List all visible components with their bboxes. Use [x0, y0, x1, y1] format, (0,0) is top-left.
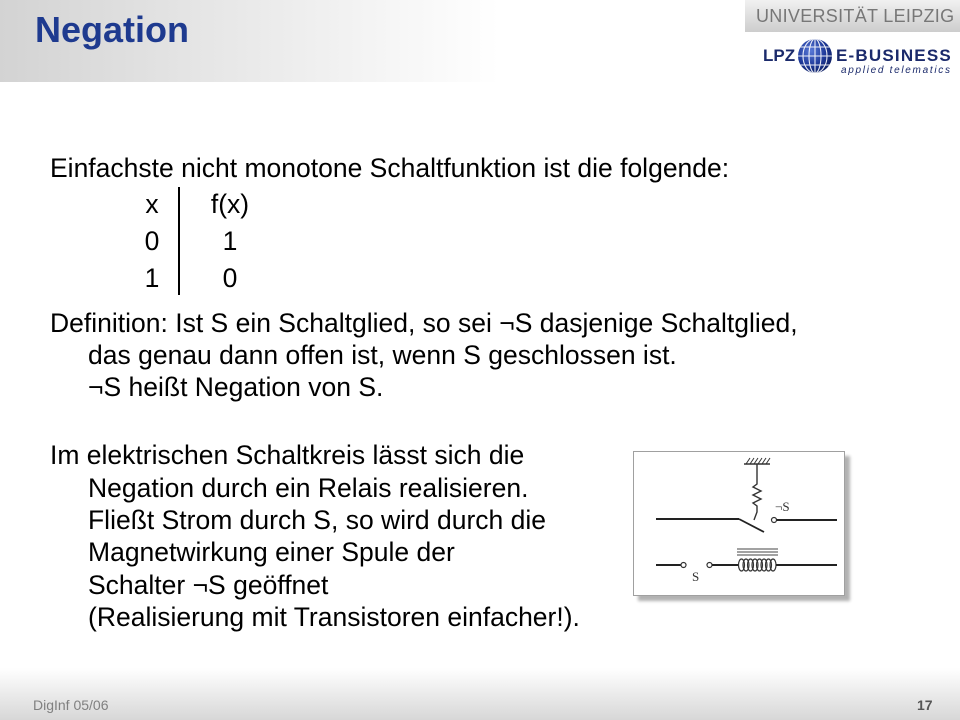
- relay-line: Fließt Strom durch S, so wird durch die: [88, 505, 547, 535]
- university-name: UNIVERSITÄT LEIPZIG: [756, 6, 955, 26]
- contact-point: [772, 518, 777, 523]
- table-divider: [178, 187, 180, 295]
- relay-line: Im elektrischen Schaltkreis lässt sich die: [50, 440, 525, 470]
- table-header-x: x: [145, 189, 159, 219]
- table-cell: 1: [222, 226, 238, 256]
- logo-tagline: applied telematics: [841, 65, 952, 76]
- footer-course: DigInf 05/06: [33, 697, 109, 713]
- footer-background: [0, 668, 960, 720]
- relay-circuit-figure: [633, 451, 845, 596]
- table-cell: 1: [144, 263, 160, 293]
- definition-line: ¬S heißt Negation von S.: [88, 372, 384, 402]
- definition-line: Definition: Ist S ein Schaltglied, so sei ¬S dasjenige Schaltglied,: [50, 308, 798, 338]
- contact-point: [681, 563, 686, 568]
- page-number: 17: [917, 697, 933, 713]
- contact-point: [707, 563, 712, 568]
- table-cell: 0: [222, 263, 238, 293]
- coil-core: [737, 549, 778, 555]
- ground-symbol: [744, 458, 770, 464]
- logo-brand: E-BUSINESS: [836, 46, 952, 65]
- switch-blade: [739, 519, 764, 532]
- slide-title: Negation: [35, 9, 190, 50]
- relay-line: Schalter ¬S geöffnet: [88, 570, 329, 600]
- intro-text: Einfachste nicht monotone Schaltfunktion ist die folgende:: [50, 153, 730, 183]
- table-header-fx: f(x): [210, 189, 250, 219]
- label-not-s: ¬S: [775, 499, 790, 514]
- logo-abbreviation: LPZ: [763, 46, 796, 65]
- relay-line: Negation durch ein Relais realisieren.: [88, 473, 529, 503]
- table-cell: 0: [144, 226, 160, 256]
- relay-coil: [739, 559, 777, 571]
- definition-line: das genau dann offen ist, wenn S geschlossen ist.: [88, 340, 677, 370]
- university-banner: [745, 0, 960, 32]
- relay-line: (Realisierung mit Transistoren einfacher!).: [88, 602, 580, 632]
- armature-spring: [753, 464, 761, 520]
- globe-icon: [797, 38, 833, 74]
- label-s: S: [692, 569, 700, 584]
- relay-line: Magnetwirkung einer Spule der: [88, 537, 455, 567]
